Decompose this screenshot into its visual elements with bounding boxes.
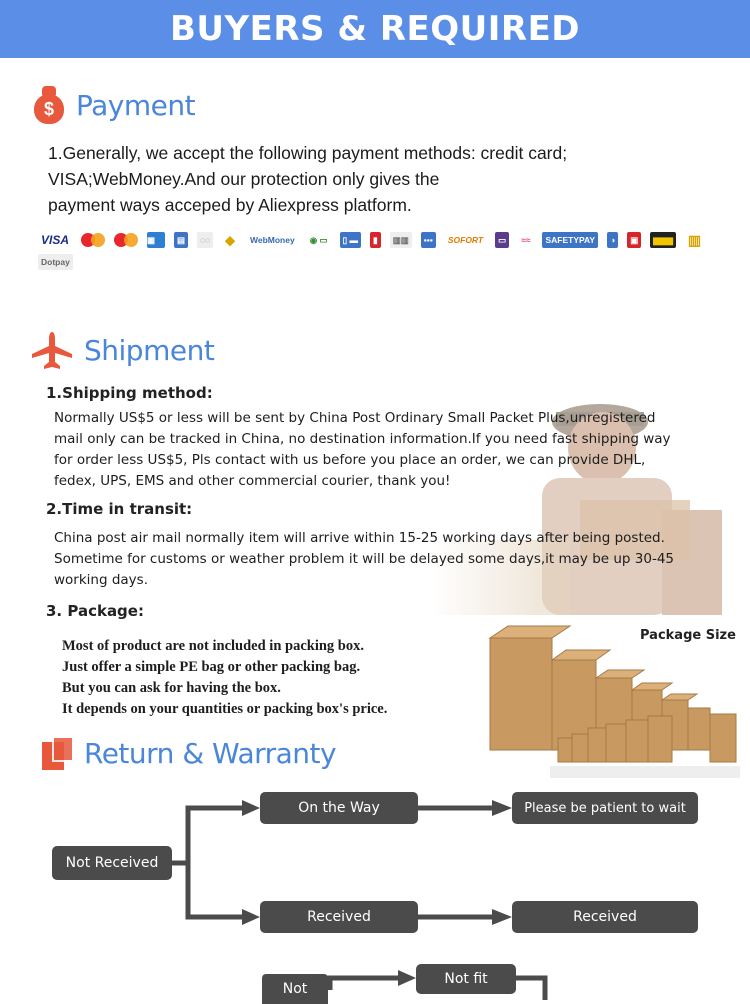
- payment-line: 1.Generally, we accept the following payment methods: credit card;: [48, 143, 568, 163]
- sofort-logo: SOFORT: [447, 235, 484, 245]
- money-bag-icon: $: [32, 86, 66, 124]
- received-box: Received: [260, 901, 418, 933]
- warranty-title: Return & Warranty: [84, 736, 337, 770]
- payment-description: [48, 140, 728, 218]
- payment-title: Payment: [76, 88, 196, 122]
- mastercard-logo: [81, 232, 105, 248]
- amex-logo: ▦: [147, 232, 165, 248]
- package-boxes-illustration: [488, 620, 742, 790]
- banks-logo: ▪▪▪: [421, 232, 436, 248]
- package-size-label: Package Size: [640, 628, 736, 643]
- not-fit-box: Not fit: [416, 964, 516, 994]
- bank-transfer-logo: ▥: [687, 231, 702, 248]
- shipment-title: Shipment: [84, 333, 215, 367]
- payment-logos: [38, 232, 738, 270]
- barcode-logo: ▥▥: [390, 232, 412, 248]
- boleto-logo: ▮: [370, 232, 381, 248]
- package-text: Most of product are not included in packing box. Just offer a simple PE bag or other packing bag. But you can ask for having the box. It depends on your quantities or packing box's price.: [62, 638, 388, 717]
- dotpay-logo: Dotpay: [38, 254, 73, 270]
- shipping-method-text: Normally US$5 or less will be sent by China Post Ordinary Small Packet Plus,unregistered mail only can be tracked in China, no destination information.If you need fast shipping way for order less US$5, Pls contact with us before you place an order, we can provide DHL, fedex, UPS, EMS and other commercial courier, thank you!: [54, 410, 671, 489]
- payment-line: payment ways acceped by Aliexpress platform.: [48, 195, 412, 215]
- not-received-box: Not Received: [52, 846, 172, 880]
- transit-text: China post air mail normally item will arrive within 15-25 working days after being posted. Sometime for customs or weather problem it will be delayed some days,it may be up 30-45 working days.: [54, 530, 675, 588]
- shipping-method-heading: 1.Shipping method:: [46, 384, 213, 402]
- maestro-logo: [114, 232, 138, 248]
- banner-title: BUYERS & REQUIRED: [169, 9, 581, 49]
- mobile-payment-logo: ▯ ▬: [340, 232, 362, 248]
- shipment-heading: [30, 330, 214, 370]
- safetypay-logo: SAFETYPAY: [542, 232, 598, 248]
- airplane-icon: [30, 330, 74, 370]
- doku-logo: ▣: [627, 232, 641, 248]
- warranty-flowchart: [0, 780, 750, 1000]
- not-box: Not: [262, 974, 328, 1004]
- warranty-heading: [42, 736, 336, 770]
- visa-logo: VISA: [41, 233, 70, 247]
- payment-line: VISA;WebMoney.And our protection only gives the: [48, 169, 440, 189]
- on-the-way-box: On the Way: [260, 792, 418, 824]
- mercadopago-logo: ◑: [607, 232, 618, 248]
- bank-logo: ▤: [174, 232, 188, 248]
- yandex-logo: ⬥: [225, 231, 235, 248]
- wallet-logo: ◉ ▭: [309, 234, 328, 245]
- header-banner: [0, 0, 750, 58]
- transit-heading: 2.Time in transit:: [46, 500, 193, 518]
- be-patient-box: Please be patient to wait: [512, 792, 698, 824]
- payment-heading: [32, 86, 195, 124]
- western-union-logo: ▆▆▆: [650, 232, 676, 248]
- package-heading: 3. Package:: [46, 602, 144, 620]
- przelewy-logo: ≈≈: [521, 235, 531, 245]
- box-icon: [42, 736, 74, 770]
- giropay-logo: ▭: [495, 232, 509, 248]
- qiwi-logo: ◌◌: [197, 232, 213, 248]
- received-result-box: Received: [512, 901, 698, 933]
- webmoney-logo: WebMoney: [249, 235, 295, 245]
